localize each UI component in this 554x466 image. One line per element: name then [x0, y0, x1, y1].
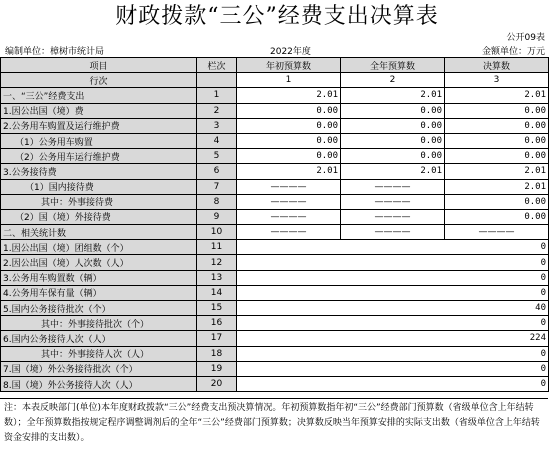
amount-unit-label: 金额单位：万元 — [481, 47, 545, 57]
row-index: 2 — [197, 103, 237, 118]
final-account-value: 2.01 — [445, 88, 549, 103]
table-row — [1, 301, 549, 316]
row-index: 16 — [197, 316, 237, 331]
initial-budget-dash: ———— — [237, 194, 341, 209]
column-number-row — [1, 73, 549, 88]
table-row — [1, 240, 549, 255]
full-year-budget-dash: ———— — [341, 179, 445, 194]
table-row — [1, 179, 549, 194]
full-year-budget-value: 0.00 — [341, 133, 445, 148]
row-index: 13 — [197, 270, 237, 285]
row-label: 5.国内公务接待批次（个） — [1, 301, 197, 316]
blank-cell — [197, 73, 237, 88]
full-year-budget-value: 0.00 — [341, 149, 445, 164]
row-label: 一、“三公”经费支出 — [1, 88, 197, 103]
table-row — [1, 346, 549, 361]
table-row — [1, 331, 549, 346]
full-year-budget-dash: ———— — [341, 225, 445, 240]
row-index: 17 — [197, 331, 237, 346]
header-final-account: 决算数 — [445, 58, 549, 73]
row-label: 其中：外事接待人次（人） — [1, 346, 197, 361]
final-account-value: 0.00 — [445, 103, 549, 118]
year-label: 2022年度 — [270, 47, 311, 57]
row-index: 12 — [197, 255, 237, 270]
row-index: 1 — [197, 88, 237, 103]
row-label: 其中：外事接待费 — [1, 194, 197, 209]
table-row — [1, 316, 549, 331]
final-account-count: 0 — [237, 316, 549, 331]
initial-budget-value: 2.01 — [237, 88, 341, 103]
row-label: 3.公务接待费 — [1, 164, 197, 179]
col-number-3: 3 — [445, 73, 549, 88]
row-label: （1）国内接待费 — [1, 179, 197, 194]
note-text: 注：本表反映部门(单位)本年度财政拨款“三公”经费支出预决算情况。年初预算数指年初“三公”经费部门预算数（省级单位含上年结转数）；全年预算数指按规定程序调整调剂后的全年“三公”经费部门预算数；决算数反映当年预算安排的实际支出数（省级单位含上年结转资金安排的支出数）。 — [4, 403, 540, 443]
row-index: 10 — [197, 225, 237, 240]
header-seq: 栏次 — [197, 58, 237, 73]
final-account-count: 0 — [237, 376, 549, 391]
table-row — [1, 133, 549, 148]
row-index: 14 — [197, 285, 237, 300]
initial-budget-dash: ———— — [237, 209, 341, 224]
table-row — [1, 149, 549, 164]
row-label: （2）公务用车运行维护费 — [1, 149, 197, 164]
row-label: （2）国（境）外接待费 — [1, 209, 197, 224]
header-initial-budget: 年初预算数 — [237, 58, 341, 73]
row-index: 4 — [197, 133, 237, 148]
row-label: 4.公务用车保有量（辆） — [1, 285, 197, 300]
table-row — [1, 209, 549, 224]
table-row — [1, 103, 549, 118]
row-label: 二、相关统计数 — [1, 225, 197, 240]
full-year-budget-dash: ———— — [341, 209, 445, 224]
table-row — [1, 88, 549, 103]
row-label: （1）公务用车购置 — [1, 133, 197, 148]
table-row — [1, 285, 549, 300]
col-number-1: 1 — [237, 73, 341, 88]
final-account-value: 2.01 — [445, 179, 549, 194]
expense-table — [0, 57, 549, 392]
full-year-budget-value: 2.01 — [341, 164, 445, 179]
col-number-2: 2 — [341, 73, 445, 88]
row-index: 5 — [197, 149, 237, 164]
note-box — [0, 398, 548, 466]
final-account-value: 0.00 — [445, 209, 549, 224]
row-label: 8.国（境）外公务接待人次（人） — [1, 376, 197, 391]
final-account-count: 0 — [237, 285, 549, 300]
row-index: 11 — [197, 240, 237, 255]
full-year-budget-dash: ———— — [341, 194, 445, 209]
row-label-header: 行次 — [1, 73, 197, 88]
row-index: 15 — [197, 301, 237, 316]
row-label: 其中：外事接待批次（个） — [1, 316, 197, 331]
final-account-dash: ———— — [445, 225, 549, 240]
header-full-year-budget: 全年预算数 — [341, 58, 445, 73]
row-index: 6 — [197, 164, 237, 179]
row-index: 20 — [197, 376, 237, 391]
initial-budget-value: 0.00 — [237, 118, 341, 133]
table-row — [1, 361, 549, 376]
table-row — [1, 270, 549, 285]
row-index: 3 — [197, 118, 237, 133]
form-code: 公开09表 — [506, 33, 545, 43]
row-index: 18 — [197, 346, 237, 361]
final-account-value: 2.01 — [445, 164, 549, 179]
page-title: 财政拨款“三公”经费支出决算表 — [115, 4, 439, 29]
final-account-value: 0.00 — [445, 149, 549, 164]
full-year-budget-value: 0.00 — [341, 103, 445, 118]
initial-budget-value: 0.00 — [237, 103, 341, 118]
initial-budget-dash: ———— — [237, 179, 341, 194]
table-row — [1, 255, 549, 270]
final-account-count: 0 — [237, 346, 549, 361]
header-row — [1, 58, 549, 73]
row-label: 6.国内公务接待人次（人） — [1, 331, 197, 346]
table-row — [1, 164, 549, 179]
final-account-count: 0 — [237, 270, 549, 285]
initial-budget-value: 0.00 — [237, 149, 341, 164]
table-row — [1, 118, 549, 133]
table-row — [1, 376, 549, 391]
final-account-value: 0.00 — [445, 194, 549, 209]
full-year-budget-value: 0.00 — [341, 118, 445, 133]
final-account-value: 0.00 — [445, 118, 549, 133]
final-account-count: 0 — [237, 255, 549, 270]
row-label: 7.国（境）外公务接待批次（个） — [1, 361, 197, 376]
row-label: 2.公务用车购置及运行维护费 — [1, 118, 197, 133]
row-index: 8 — [197, 194, 237, 209]
initial-budget-value: 0.00 — [237, 133, 341, 148]
table-row — [1, 225, 549, 240]
table-row — [1, 194, 549, 209]
initial-budget-value: 2.01 — [237, 164, 341, 179]
row-index: 19 — [197, 361, 237, 376]
row-index: 9 — [197, 209, 237, 224]
row-index: 7 — [197, 179, 237, 194]
row-label: 2.因公出国（境）人次数（人） — [1, 255, 197, 270]
full-year-budget-value: 2.01 — [341, 88, 445, 103]
final-account-count: 0 — [237, 240, 549, 255]
final-account-value: 0.00 — [445, 133, 549, 148]
final-account-count: 224 — [237, 331, 549, 346]
row-label: 1.因公出国（境）费 — [1, 103, 197, 118]
row-label: 3.公务用车购置数（辆） — [1, 270, 197, 285]
unit-label: 编制单位：樟树市统计局 — [5, 47, 105, 57]
initial-budget-dash: ———— — [237, 225, 341, 240]
final-account-count: 40 — [237, 301, 549, 316]
header-item: 项目 — [1, 58, 197, 73]
row-label: 1.因公出国（境）团组数（个） — [1, 240, 197, 255]
final-account-count: 0 — [237, 361, 549, 376]
